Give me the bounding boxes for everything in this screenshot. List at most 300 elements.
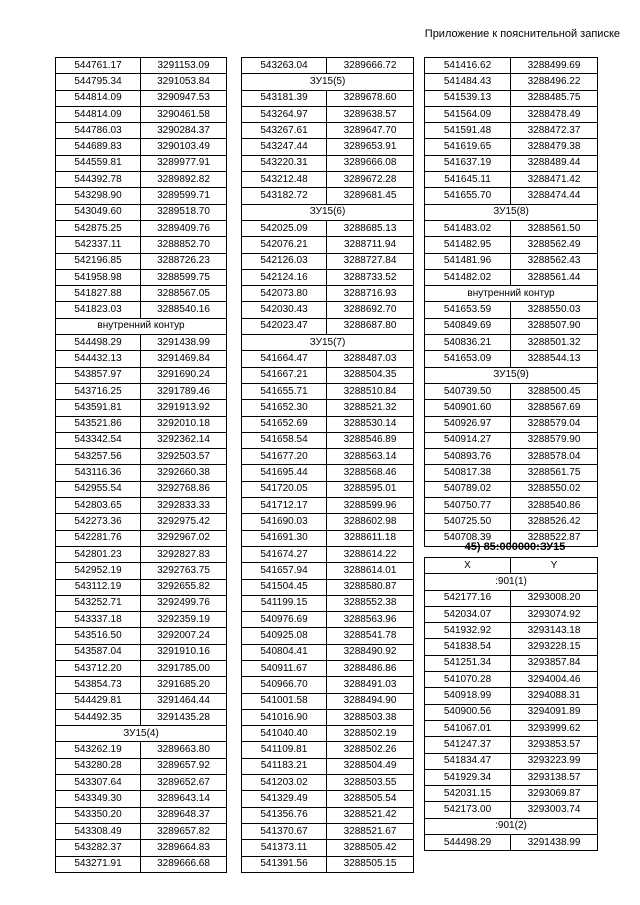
y-coordinate-cell: 3292655.82 (141, 579, 227, 595)
table-row (242, 856, 414, 872)
x-coordinate-cell: 542952.19 (56, 563, 141, 579)
x-coordinate-cell: 540739.50 (425, 383, 511, 399)
y-coordinate-cell: 3288503.55 (327, 775, 414, 791)
y-coordinate-cell: 3288544.13 (511, 351, 598, 367)
y-coordinate-cell: 3288485.75 (511, 90, 598, 106)
table-row (242, 644, 414, 660)
table-row (56, 758, 227, 774)
x-coordinate-cell: 543220.31 (242, 155, 327, 171)
table-row (425, 704, 598, 720)
table-row (425, 498, 598, 514)
y-coordinate-cell: 3293138.57 (511, 769, 598, 785)
x-coordinate-cell: 543263.04 (242, 58, 327, 74)
x-coordinate-cell: 543257.56 (56, 449, 141, 465)
x-coordinate-cell: 543252.71 (56, 595, 141, 611)
table-row (242, 155, 414, 171)
y-coordinate-cell: 3288501.32 (511, 335, 598, 351)
x-coordinate-cell: 543271.91 (56, 856, 141, 872)
x-coordinate-cell: 541932.92 (425, 623, 511, 639)
y-coordinate-cell: 3289678.60 (327, 90, 414, 106)
table-row (242, 188, 414, 204)
y-coordinate-cell: 3288504.49 (327, 758, 414, 774)
table-row (425, 802, 598, 818)
table-row (56, 644, 227, 660)
section-header-row (425, 367, 598, 383)
y-coordinate-cell: 3288500.45 (511, 383, 598, 399)
table-row (242, 237, 414, 253)
y-coordinate-cell: 3289892.82 (141, 172, 227, 188)
x-coordinate-cell: 541653.09 (425, 351, 511, 367)
table-row (425, 302, 598, 318)
y-coordinate-cell: 3291910.16 (141, 644, 227, 660)
coordinates-table (241, 57, 414, 873)
table-row (56, 693, 227, 709)
x-coordinate-cell: 541203.02 (242, 775, 327, 791)
y-coordinate-cell: 3288541.78 (327, 628, 414, 644)
x-coordinate-cell: 542076.21 (242, 237, 327, 253)
table-row (425, 639, 598, 655)
y-coordinate-cell: 3293853.57 (511, 737, 598, 753)
y-coordinate-cell: 3288526.42 (511, 514, 598, 530)
x-coordinate-cell: 541677.20 (242, 449, 327, 465)
x-coordinate-cell: 541674.27 (242, 546, 327, 562)
section-label: ЗУ15(5) (242, 74, 414, 90)
table-row (242, 106, 414, 122)
y-coordinate-cell: 3293003.74 (511, 802, 598, 818)
y-coordinate-cell: 3288521.32 (327, 400, 414, 416)
y-coordinate-cell: 3288546.89 (327, 432, 414, 448)
table-row (242, 318, 414, 334)
table-row (56, 335, 227, 351)
table-row (242, 58, 414, 74)
x-coordinate-cell: 544392.78 (56, 172, 141, 188)
table-row (56, 253, 227, 269)
x-coordinate-cell: 541712.17 (242, 498, 327, 514)
table-row (242, 220, 414, 236)
y-coordinate-cell: 3289666.72 (327, 58, 414, 74)
y-coordinate-cell: 3289657.82 (141, 823, 227, 839)
table-row (425, 253, 598, 269)
table-row (242, 465, 414, 481)
x-coordinate-cell: 544786.03 (56, 123, 141, 139)
table-row (242, 400, 414, 416)
table-row (242, 253, 414, 269)
table-row (242, 823, 414, 839)
table-row (56, 677, 227, 693)
x-coordinate-cell: 541720.05 (242, 481, 327, 497)
y-coordinate-cell: 3288567.69 (511, 400, 598, 416)
table-row (425, 269, 598, 285)
y-coordinate-cell: 3291913.92 (141, 400, 227, 416)
x-coordinate-cell: 541067.01 (425, 720, 511, 736)
x-coordinate-cell: 540817.38 (425, 465, 511, 481)
y-coordinate-cell: 3291053.84 (141, 74, 227, 90)
y-coordinate-cell: 3288562.43 (511, 253, 598, 269)
table-row (425, 786, 598, 802)
table-row (425, 449, 598, 465)
table-row (242, 416, 414, 432)
table-row (242, 579, 414, 595)
table-row (56, 595, 227, 611)
x-coordinate-cell: 541001.58 (242, 693, 327, 709)
table-row (425, 351, 598, 367)
y-coordinate-cell: 3288602.98 (327, 514, 414, 530)
table-row (56, 449, 227, 465)
x-coordinate-cell: 543521.86 (56, 416, 141, 432)
x-coordinate-cell: 541667.21 (242, 367, 327, 383)
y-coordinate-cell: 3292768.86 (141, 481, 227, 497)
y-coordinate-cell: 3290461.58 (141, 106, 227, 122)
table-row (242, 840, 414, 856)
x-coordinate-cell: 543342.54 (56, 432, 141, 448)
y-coordinate-cell: 3288507.90 (511, 318, 598, 334)
table-row (242, 383, 414, 399)
y-coordinate-cell: 3289652.67 (141, 775, 227, 791)
table-row (56, 172, 227, 188)
y-coordinate-cell: 3289643.14 (141, 791, 227, 807)
table-row (425, 188, 598, 204)
table-row (242, 791, 414, 807)
table-row (242, 367, 414, 383)
table-row (425, 481, 598, 497)
y-coordinate-cell: 3291464.44 (141, 693, 227, 709)
section-label: :901(1) (425, 574, 598, 590)
x-coordinate-cell: 543854.73 (56, 677, 141, 693)
table-row (242, 595, 414, 611)
y-coordinate-cell: 3288499.69 (511, 58, 598, 74)
table-row (56, 367, 227, 383)
x-coordinate-cell: 541016.90 (242, 709, 327, 725)
table-row (425, 655, 598, 671)
y-coordinate-cell: 3292660.38 (141, 465, 227, 481)
x-coordinate-cell: 542196.85 (56, 253, 141, 269)
x-coordinate-cell: 544492.35 (56, 709, 141, 725)
table-row (242, 351, 414, 367)
y-coordinate-cell: 3288578.04 (511, 449, 598, 465)
coordinates-table (424, 57, 598, 547)
x-coordinate-cell: 541619.65 (425, 139, 511, 155)
y-coordinate-cell: 3289653.91 (327, 139, 414, 155)
table-row (242, 302, 414, 318)
table-row (425, 318, 598, 334)
coordinate-column-1 (55, 57, 227, 873)
x-coordinate-cell: 540893.76 (425, 449, 511, 465)
table-row (425, 106, 598, 122)
section-label: ЗУ15(7) (242, 335, 414, 351)
y-coordinate-cell: 3288502.19 (327, 726, 414, 742)
table-row (56, 514, 227, 530)
y-coordinate-cell: 3293074.92 (511, 606, 598, 622)
table-row (425, 720, 598, 736)
x-coordinate-cell: 542803.65 (56, 498, 141, 514)
x-coordinate-cell: 541958.98 (56, 269, 141, 285)
y-coordinate-cell: 3288474.44 (511, 188, 598, 204)
y-coordinate-cell: 3288561.75 (511, 465, 598, 481)
table-row (425, 769, 598, 785)
table-row (242, 742, 414, 758)
y-coordinate-cell: 3292975.42 (141, 514, 227, 530)
y-coordinate-cell: 3288692.70 (327, 302, 414, 318)
table-row (56, 269, 227, 285)
y-coordinate-cell: 3288563.96 (327, 612, 414, 628)
y-coordinate-cell: 3288490.92 (327, 644, 414, 660)
table-row (425, 737, 598, 753)
section-header-row (425, 204, 598, 220)
y-coordinate-cell: 3288611.18 (327, 530, 414, 546)
table-row (242, 172, 414, 188)
table-row (242, 693, 414, 709)
x-coordinate-cell: 543298.90 (56, 188, 141, 204)
y-coordinate-cell: 3288530.14 (327, 416, 414, 432)
x-coordinate-cell: 542177.16 (425, 590, 511, 606)
y-coordinate-cell: 3289647.70 (327, 123, 414, 139)
x-coordinate-cell: 543282.37 (56, 840, 141, 856)
table-row (56, 807, 227, 823)
table-row (242, 481, 414, 497)
x-coordinate-cell: 540789.02 (425, 481, 511, 497)
y-coordinate-cell: 3291785.00 (141, 660, 227, 676)
table-row (425, 606, 598, 622)
table-row (56, 90, 227, 106)
x-coordinate-cell: 540966.70 (242, 677, 327, 693)
y-coordinate-cell: 3291469.84 (141, 351, 227, 367)
x-coordinate-cell: 541655.70 (425, 188, 511, 204)
section-label: ЗУ15(6) (242, 204, 414, 220)
table-row (425, 558, 598, 574)
table-row (425, 383, 598, 399)
section-header-row (425, 286, 598, 302)
section-title: 45) 85:000000:ЗУ15 (464, 541, 566, 553)
y-coordinate-cell: 3292833.33 (141, 498, 227, 514)
y-coordinate-cell: 3289977.91 (141, 155, 227, 171)
table-row (56, 856, 227, 872)
table-row (56, 400, 227, 416)
x-coordinate-cell: 543182.72 (242, 188, 327, 204)
x-coordinate-cell: 544795.34 (56, 74, 141, 90)
x-coordinate-cell: 544559.81 (56, 155, 141, 171)
y-coordinate-cell: 3294004.46 (511, 672, 598, 688)
y-coordinate-cell: 3288852.70 (141, 237, 227, 253)
y-coordinate-cell: 3288561.44 (511, 269, 598, 285)
coordinates-table (424, 557, 598, 851)
x-coordinate-cell: 540708.39 (425, 530, 511, 546)
x-coordinate-cell: 541391.56 (242, 856, 327, 872)
y-coordinate-cell: 3292362.14 (141, 432, 227, 448)
x-coordinate-cell: 542124.16 (242, 269, 327, 285)
table-row (425, 123, 598, 139)
x-coordinate-cell: 541658.54 (242, 432, 327, 448)
table-row (56, 106, 227, 122)
y-coordinate-cell: 3294091.89 (511, 704, 598, 720)
table-row (56, 286, 227, 302)
table-row (56, 498, 227, 514)
y-coordinate-cell: 3288685.13 (327, 220, 414, 236)
x-coordinate-cell: 543247.44 (242, 139, 327, 155)
x-coordinate-cell: 541070.28 (425, 672, 511, 688)
y-coordinate-cell: 3291435.28 (141, 709, 227, 725)
y-coordinate-cell: 3288727.84 (327, 253, 414, 269)
y-coordinate-cell: 3288503.38 (327, 709, 414, 725)
table-row (56, 383, 227, 399)
y-coordinate-cell: 3288579.04 (511, 416, 598, 432)
table-row (56, 709, 227, 725)
y-coordinate-cell: 3293223.99 (511, 753, 598, 769)
x-coordinate-cell: 541109.81 (242, 742, 327, 758)
x-coordinate-cell: 540914.27 (425, 432, 511, 448)
section-header-row (425, 574, 598, 590)
x-coordinate-cell: 543262.19 (56, 742, 141, 758)
y-coordinate-cell: 3289681.45 (327, 188, 414, 204)
x-coordinate-cell: 541564.09 (425, 106, 511, 122)
y-coordinate-cell: 3288552.38 (327, 595, 414, 611)
y-coordinate-cell: 3290103.49 (141, 139, 227, 155)
x-coordinate-cell: 540901.60 (425, 400, 511, 416)
x-coordinate-cell: 542173.00 (425, 802, 511, 818)
x-coordinate-cell: 543591.81 (56, 400, 141, 416)
x-coordinate-cell: 543112.19 (56, 579, 141, 595)
y-coordinate-cell: 3292007.24 (141, 628, 227, 644)
y-coordinate-cell: 3289638.57 (327, 106, 414, 122)
table-row (425, 172, 598, 188)
table-row (242, 563, 414, 579)
y-coordinate-cell: 3291438.99 (511, 835, 598, 851)
table-row (242, 530, 414, 546)
x-coordinate-cell: 541373.11 (242, 840, 327, 856)
table-row (56, 139, 227, 155)
table-row (425, 139, 598, 155)
x-coordinate-cell: 542801.23 (56, 546, 141, 562)
table-row (56, 351, 227, 367)
x-coordinate-cell: 544689.83 (56, 139, 141, 155)
section-header-row (242, 204, 414, 220)
x-coordinate-cell: 541827.88 (56, 286, 141, 302)
table-row (425, 672, 598, 688)
y-coordinate-cell: 3288494.90 (327, 693, 414, 709)
table-row (242, 660, 414, 676)
section-label: внутренний контур (56, 318, 227, 334)
table-row (56, 123, 227, 139)
table-row (425, 514, 598, 530)
y-coordinate-cell: 3292359.19 (141, 612, 227, 628)
table-row (56, 416, 227, 432)
table-row (425, 335, 598, 351)
x-coordinate-cell: 542955.54 (56, 481, 141, 497)
x-coordinate-cell: 542337.11 (56, 237, 141, 253)
x-coordinate-cell: 540836.21 (425, 335, 511, 351)
y-coordinate-cell: 3291690.24 (141, 367, 227, 383)
x-coordinate-cell: 541838.54 (425, 639, 511, 655)
table-row (425, 416, 598, 432)
x-coordinate-cell: 543587.04 (56, 644, 141, 660)
x-coordinate-cell: 541482.95 (425, 237, 511, 253)
table-row (425, 590, 598, 606)
y-coordinate-cell: 3292010.18 (141, 416, 227, 432)
y-coordinate-cell: 3288505.42 (327, 840, 414, 856)
table-row (56, 840, 227, 856)
table-row (56, 628, 227, 644)
y-coordinate-cell: 3290284.37 (141, 123, 227, 139)
table-row (242, 286, 414, 302)
x-coordinate-cell: 543712.20 (56, 660, 141, 676)
table-row (425, 465, 598, 481)
x-coordinate-cell: 540804.41 (242, 644, 327, 660)
x-coordinate-cell: 544498.29 (56, 335, 141, 351)
table-row (425, 74, 598, 90)
x-coordinate-cell: 542030.43 (242, 302, 327, 318)
x-coordinate-cell: 541823.03 (56, 302, 141, 318)
x-coordinate-cell: 541695.44 (242, 465, 327, 481)
x-coordinate-cell: 541637.19 (425, 155, 511, 171)
x-coordinate-cell: 543116.36 (56, 465, 141, 481)
section-label: ЗУ15(8) (425, 204, 598, 220)
x-coordinate-cell: 542875.25 (56, 220, 141, 236)
x-coordinate-cell: 541251.34 (425, 655, 511, 671)
table-row (56, 237, 227, 253)
y-coordinate-cell: 3288563.14 (327, 449, 414, 465)
y-coordinate-cell: 3292763.75 (141, 563, 227, 579)
x-coordinate-cell: 540725.50 (425, 514, 511, 530)
x-coordinate-cell: 541653.59 (425, 302, 511, 318)
y-coordinate-cell: 3288562.49 (511, 237, 598, 253)
x-coordinate-cell: 543212.48 (242, 172, 327, 188)
y-coordinate-cell: 3288716.93 (327, 286, 414, 302)
table-row (56, 660, 227, 676)
y-coordinate-cell: 3288521.42 (327, 807, 414, 823)
x-coordinate-cell: 541655.71 (242, 383, 327, 399)
x-coordinate-cell: 541657.94 (242, 563, 327, 579)
x-coordinate-cell: 541664.47 (242, 351, 327, 367)
table-row (56, 204, 227, 220)
y-coordinate-cell: 3293069.87 (511, 786, 598, 802)
section-label: ЗУ15(9) (425, 367, 598, 383)
y-coordinate-cell: 3288489.44 (511, 155, 598, 171)
y-coordinate-cell: 3288580.87 (327, 579, 414, 595)
y-coordinate-cell: 3288510.84 (327, 383, 414, 399)
x-coordinate-cell: 541834.47 (425, 753, 511, 769)
y-coordinate-cell: 3288479.38 (511, 139, 598, 155)
y-coordinate-cell: 3288614.22 (327, 546, 414, 562)
y-coordinate-cell: 3291153.09 (141, 58, 227, 74)
x-coordinate-cell: 544814.09 (56, 106, 141, 122)
x-coordinate-cell: 542073.80 (242, 286, 327, 302)
x-coordinate-cell: 541591.48 (425, 123, 511, 139)
table-row (56, 579, 227, 595)
table-row (242, 677, 414, 693)
section-header-row (425, 818, 598, 834)
table-row (425, 220, 598, 236)
x-coordinate-cell: 543267.61 (242, 123, 327, 139)
y-coordinate-cell: 3291438.99 (141, 335, 227, 351)
y-coordinate-cell: 3294088.31 (511, 688, 598, 704)
y-coordinate-cell: 3288567.05 (141, 286, 227, 302)
table-row (242, 775, 414, 791)
table-row (242, 432, 414, 448)
y-coordinate-cell: 3289663.80 (141, 742, 227, 758)
section-label: внутренний контур (425, 286, 598, 302)
y-coordinate-cell: 3288472.37 (511, 123, 598, 139)
coordinates-table (55, 57, 227, 873)
y-coordinate-cell: 3293143.18 (511, 623, 598, 639)
x-coordinate-cell: 544432.13 (56, 351, 141, 367)
y-coordinate-cell: 3288504.35 (327, 367, 414, 383)
x-coordinate-cell: 541691.30 (242, 530, 327, 546)
section-label: ЗУ15(4) (56, 726, 227, 742)
section-header-row (242, 74, 414, 90)
table-row (242, 726, 414, 742)
y-coordinate-cell: 3288502.26 (327, 742, 414, 758)
x-coordinate-cell: 543264.97 (242, 106, 327, 122)
x-coordinate-cell: 540926.97 (425, 416, 511, 432)
